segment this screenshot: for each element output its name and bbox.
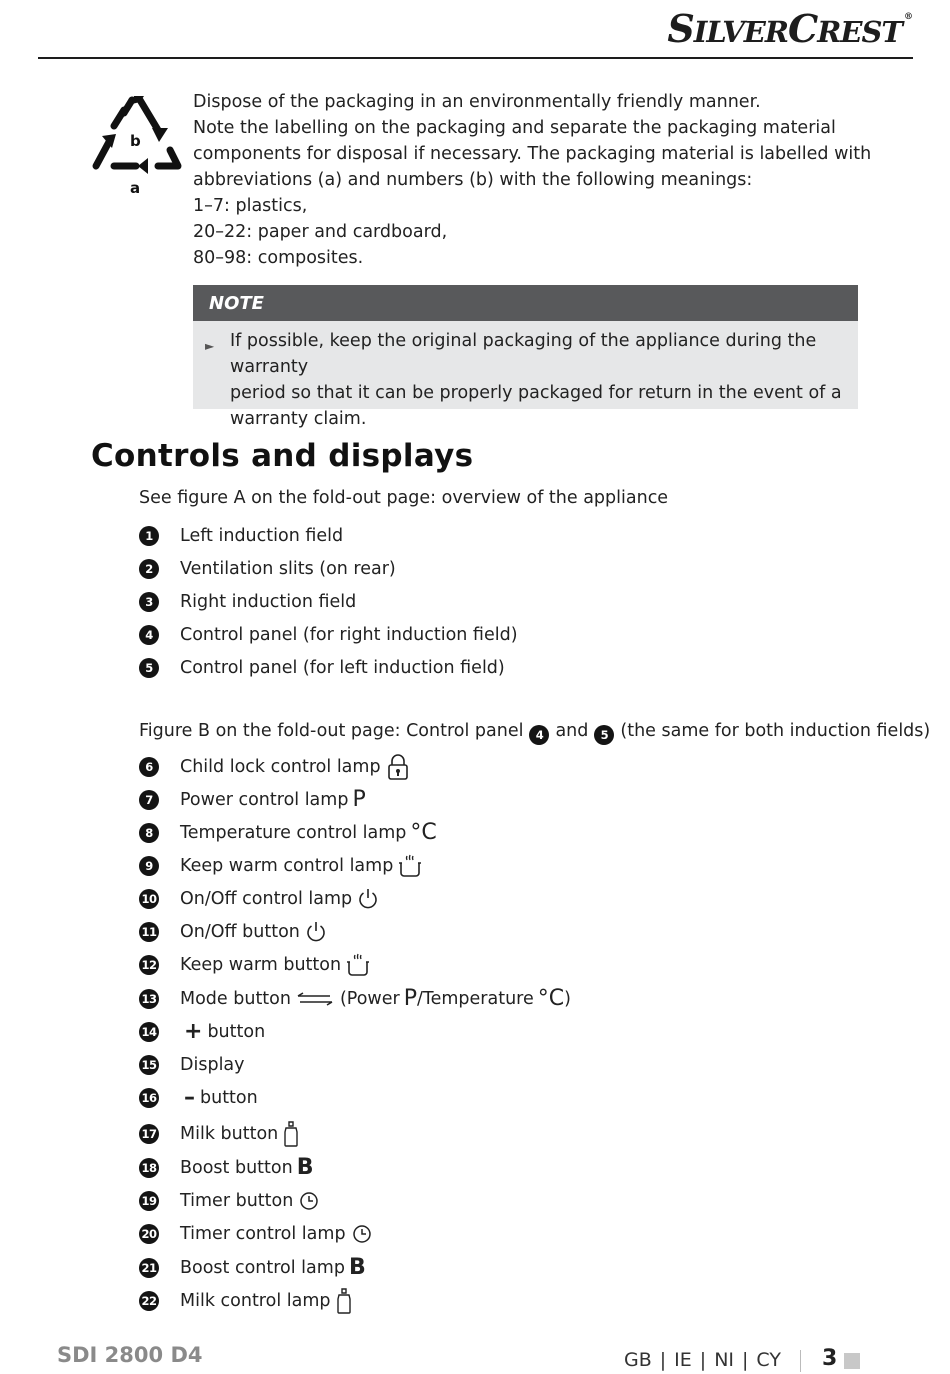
clock-icon xyxy=(351,1223,373,1245)
list-item xyxy=(139,787,366,813)
item-label: button xyxy=(207,1022,266,1042)
item-number: 1 xyxy=(139,526,159,546)
page-number: 3 xyxy=(822,1346,838,1371)
baby-bottle-icon xyxy=(336,1287,352,1315)
list-item xyxy=(139,1255,366,1281)
item-label: Control panel (for right induction field) xyxy=(180,625,518,645)
item-number: 19 xyxy=(139,1191,159,1211)
list-item xyxy=(139,1052,245,1078)
power-icon xyxy=(305,920,327,944)
note-line: period so that it can be properly packaged for return in the event of a xyxy=(230,383,842,403)
header-rule xyxy=(38,57,913,59)
item-number: 13 xyxy=(139,989,159,1009)
item-label: Boost control lamp xyxy=(180,1258,345,1278)
item-label: Left induction field xyxy=(180,526,344,546)
list-item xyxy=(139,1188,320,1214)
list-item xyxy=(139,622,518,648)
packaging-instructions xyxy=(193,89,873,271)
language-codes: GB | IE | NI | CY xyxy=(624,1349,781,1371)
baby-bottle-icon xyxy=(283,1120,299,1148)
temperature-symbol: °C xyxy=(537,986,565,1011)
recycling-triangle-icon xyxy=(88,92,184,196)
list-item xyxy=(139,820,437,846)
item-number: 12 xyxy=(139,955,159,975)
list-item xyxy=(139,952,370,978)
item-label: Keep warm button xyxy=(180,955,342,975)
figure-a-reference: See figure A on the fold-out page: overview of the appliance xyxy=(139,488,669,508)
list-item xyxy=(139,589,356,615)
item-number: 11 xyxy=(139,922,159,942)
item-label: Milk button xyxy=(180,1124,279,1144)
padlock-icon xyxy=(386,753,410,781)
item-label: Timer button xyxy=(180,1191,294,1211)
item-label: Boost button xyxy=(180,1158,293,1178)
mode-paren-close: ) xyxy=(564,989,571,1009)
item-label: Ventilation slits (on rear) xyxy=(180,559,396,579)
note-line: warranty claim. xyxy=(230,409,367,429)
item-number: 14 xyxy=(139,1022,159,1042)
item-label: On/Off control lamp xyxy=(180,889,353,909)
mode-paren-open: (Power xyxy=(339,989,400,1009)
item-label: Milk control lamp xyxy=(180,1291,331,1311)
item-number: 3 xyxy=(139,592,159,612)
item-number: 5 xyxy=(594,725,614,745)
item-label: Right induction field xyxy=(180,592,357,612)
mode-middle: /Temperature xyxy=(417,989,534,1009)
item-number: 18 xyxy=(139,1158,159,1178)
keep-warm-pot-icon xyxy=(346,952,370,978)
power-symbol: P xyxy=(403,986,417,1011)
footer-divider xyxy=(800,1350,801,1372)
list-item xyxy=(139,655,505,681)
item-label: Control panel (for left induction field) xyxy=(180,658,505,678)
item-number: 8 xyxy=(139,823,159,843)
item-number: 5 xyxy=(139,658,159,678)
power-icon xyxy=(357,887,379,911)
item-label: Temperature control lamp xyxy=(180,823,407,843)
list-item xyxy=(139,1221,373,1247)
minus-symbol: – xyxy=(184,1085,195,1110)
item-number: 2 xyxy=(139,559,159,579)
intro-line: Note the labelling on the packaging and separate the packaging material xyxy=(193,118,836,138)
note-heading: NOTE xyxy=(193,285,858,321)
page-marker xyxy=(844,1353,860,1369)
list-item xyxy=(139,886,379,912)
item-number: 22 xyxy=(139,1291,159,1311)
item-number: 16 xyxy=(139,1088,159,1108)
list-item xyxy=(139,919,327,945)
list-item xyxy=(139,853,422,879)
item-label: Keep warm control lamp xyxy=(180,856,394,876)
section-title: Controls and displays xyxy=(91,438,474,474)
list-item xyxy=(139,1288,352,1314)
list-item xyxy=(139,1019,265,1045)
item-number: 4 xyxy=(139,625,159,645)
item-number: 9 xyxy=(139,856,159,876)
temperature-symbol: °C xyxy=(410,820,437,845)
list-item xyxy=(139,523,343,549)
list-item xyxy=(139,1155,313,1181)
boost-symbol: B xyxy=(296,1155,314,1180)
bullet-arrow-icon: ► xyxy=(205,339,215,353)
keep-warm-pot-icon xyxy=(398,853,422,879)
power-symbol: P xyxy=(352,787,366,812)
mode-arrows-icon xyxy=(296,992,334,1006)
item-number: 7 xyxy=(139,790,159,810)
boost-symbol: B xyxy=(348,1255,366,1280)
list-item xyxy=(139,1085,258,1111)
item-label: On/Off button xyxy=(180,922,300,942)
note-box xyxy=(193,285,858,429)
item-number: 4 xyxy=(529,725,549,745)
item-label: button xyxy=(200,1088,258,1108)
recycle-label-a: a xyxy=(130,179,141,196)
item-number: 21 xyxy=(139,1258,159,1278)
list-item xyxy=(139,1121,299,1147)
item-number: 15 xyxy=(139,1055,159,1075)
note-body xyxy=(193,321,858,432)
list-item xyxy=(139,986,571,1012)
list-item xyxy=(139,754,410,780)
intro-line: Dispose of the packaging in an environmentally friendly manner. xyxy=(193,92,761,112)
plus-symbol: + xyxy=(184,1019,203,1044)
item-label: Timer control lamp xyxy=(180,1224,346,1244)
intro-line: 20–22: paper and cardboard, xyxy=(193,222,448,242)
list-item xyxy=(139,556,396,582)
intro-line: 80–98: composites. xyxy=(193,248,364,268)
item-number: 6 xyxy=(139,757,159,777)
recycle-label-b: b xyxy=(130,132,141,150)
figure-b-reference: Figure B on the fold-out page: Control panel 4 and 5 (the same for both induction fields) xyxy=(139,721,930,745)
model-number: SDI 2800 D4 xyxy=(57,1343,203,1367)
clock-icon xyxy=(298,1190,320,1212)
item-label: Display xyxy=(180,1055,245,1075)
intro-line: components for disposal if necessary. The packaging material is labelled with xyxy=(193,144,872,164)
item-label: Child lock control lamp xyxy=(180,757,381,777)
item-number: 20 xyxy=(139,1224,159,1244)
item-number: 17 xyxy=(139,1124,159,1144)
intro-line: abbreviations (a) and numbers (b) with the following meanings: xyxy=(193,170,753,190)
intro-line: 1–7: plastics, xyxy=(193,196,308,216)
note-line: If possible, keep the original packaging of the appliance during the warranty xyxy=(230,331,817,377)
item-label: Power control lamp xyxy=(180,790,349,810)
item-number: 10 xyxy=(139,889,159,909)
brand-logo: SILVERCREST ® xyxy=(667,6,912,51)
item-label: Mode button xyxy=(180,989,291,1009)
